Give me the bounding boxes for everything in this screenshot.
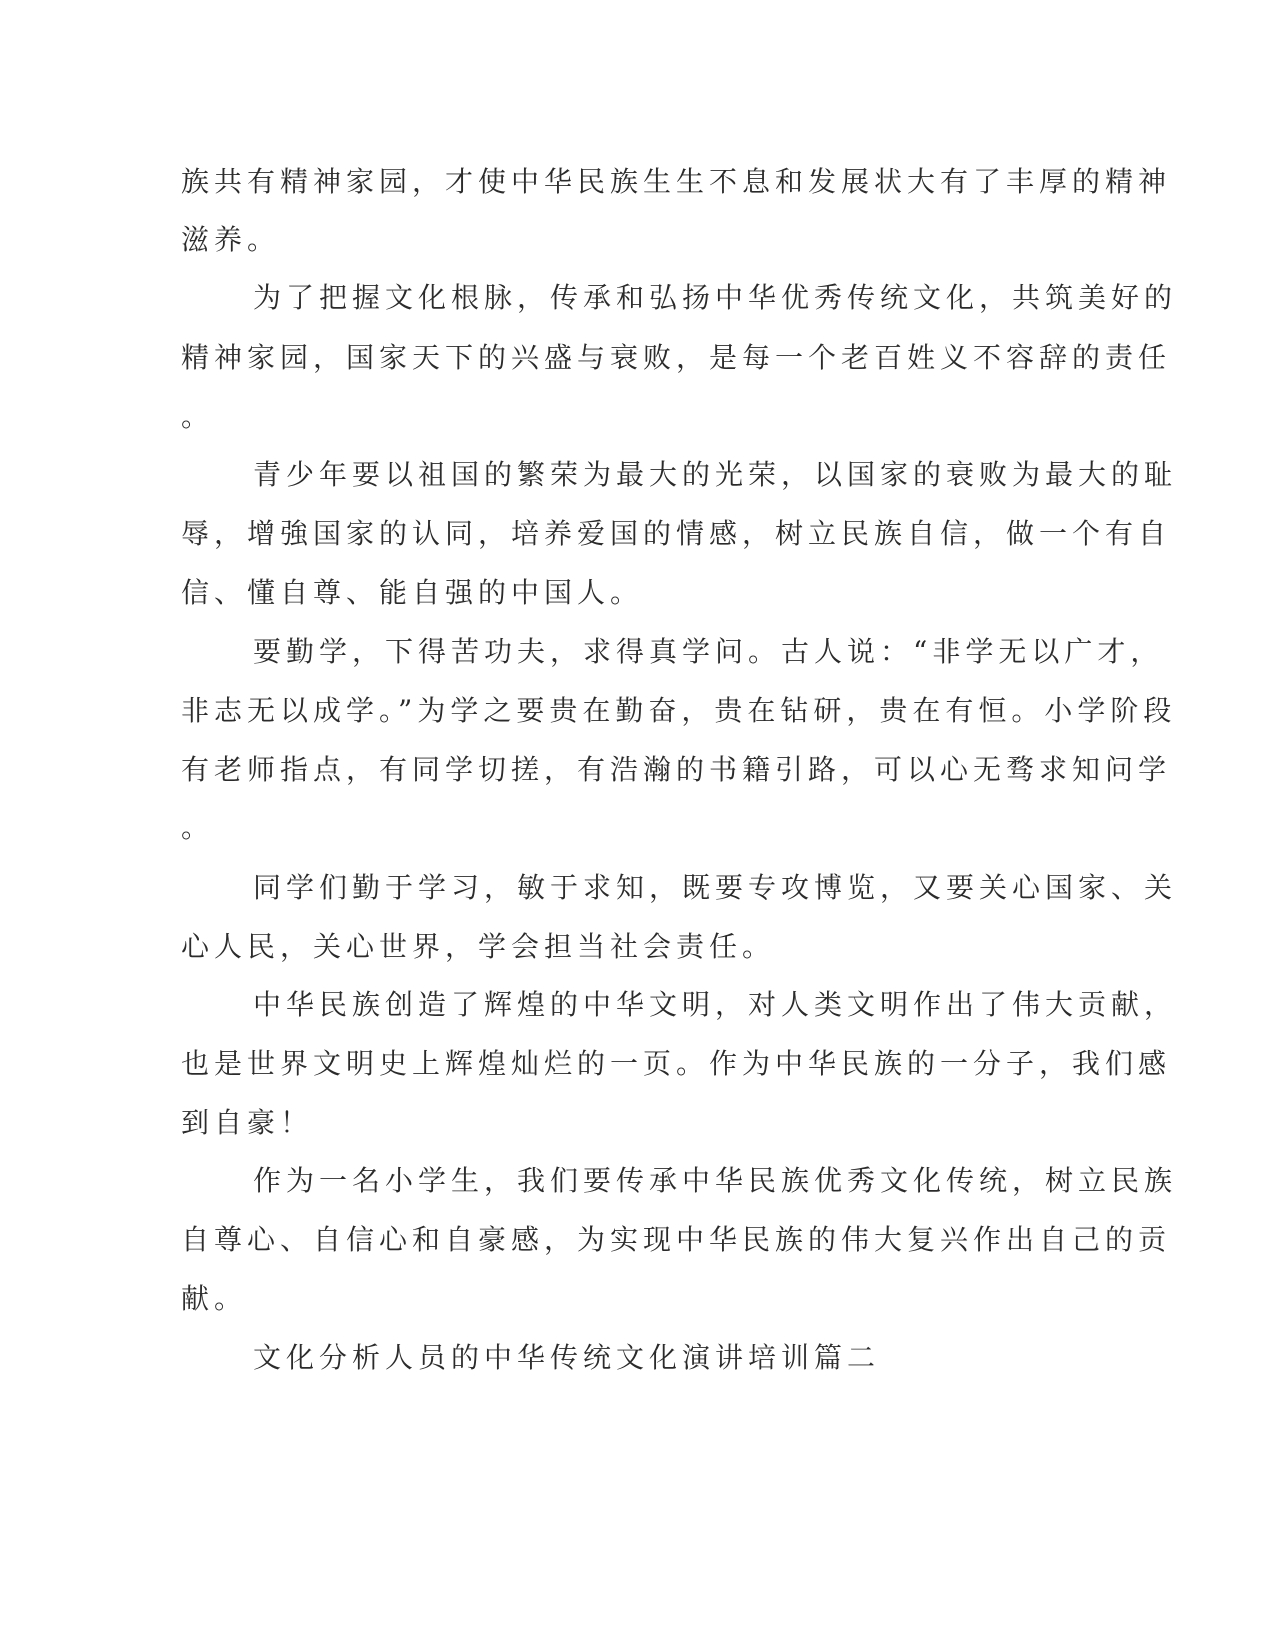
text-line: 。 (181, 811, 215, 844)
text-line: 信、懂自尊、能自强的中国人。 (181, 576, 644, 609)
text-line: 同学们勤于学习，敏于求知，既要专攻博览，又要关心国家、关 (253, 871, 1178, 904)
text-line: 心人民，关心世界，学会担当社会责任。 (181, 930, 776, 963)
text-line: 辱，增強国家的认同，培养爱国的情感，树立民族自信，做一个有自 (181, 517, 1172, 550)
text-line: 献。 (181, 1282, 248, 1315)
text-line: 也是世界文明史上辉煌灿烂的一页。作为中华民族的一分子，我们感 (181, 1047, 1172, 1080)
text-line: 。 (181, 400, 215, 433)
section-heading: 文化分析人员的中华传统文化演讲培训篇二 (253, 1341, 881, 1374)
text-line: 有老师指点，有同学切搓，有浩瀚的书籍引路，可以心无骛求知问学 (181, 753, 1172, 786)
text-line: 精神家园，国家天下的兴盛与衰败，是每一个老百姓义不容辞的责任 (181, 341, 1172, 374)
text-line: 青少年要以祖国的繁荣为最大的光荣，以国家的衰败为最大的耻 (253, 458, 1178, 491)
text-line: 滋养。 (181, 223, 281, 256)
text-line: 到自豪！ (181, 1106, 314, 1139)
text-line: 族共有精神家园，才使中华民族生生不息和发展状大有了丰厚的精神 (181, 165, 1172, 198)
text-line: 为了把握文化根脉，传承和弘扬中华优秀传统文化，共筑美好的 (253, 281, 1178, 314)
text-line: 中华民族创造了辉煌的中华文明，对人类文明作出了伟大贡献， (253, 988, 1178, 1021)
text-line: 自尊心、自信心和自豪感，为实现中华民族的伟大复兴作出自己的贡 (181, 1223, 1172, 1256)
text-line: 作为一名小学生，我们要传承中华民族优秀文化传统，树立民族 (253, 1164, 1178, 1197)
text-line: 非志无以成学。”为学之要贵在勤奋，贵在钻研，贵在有恒。小学阶段 (181, 694, 1177, 727)
text-line: 要勤学，下得苦功夫，求得真学问。古人说：“非学无以广才， (253, 635, 1164, 668)
